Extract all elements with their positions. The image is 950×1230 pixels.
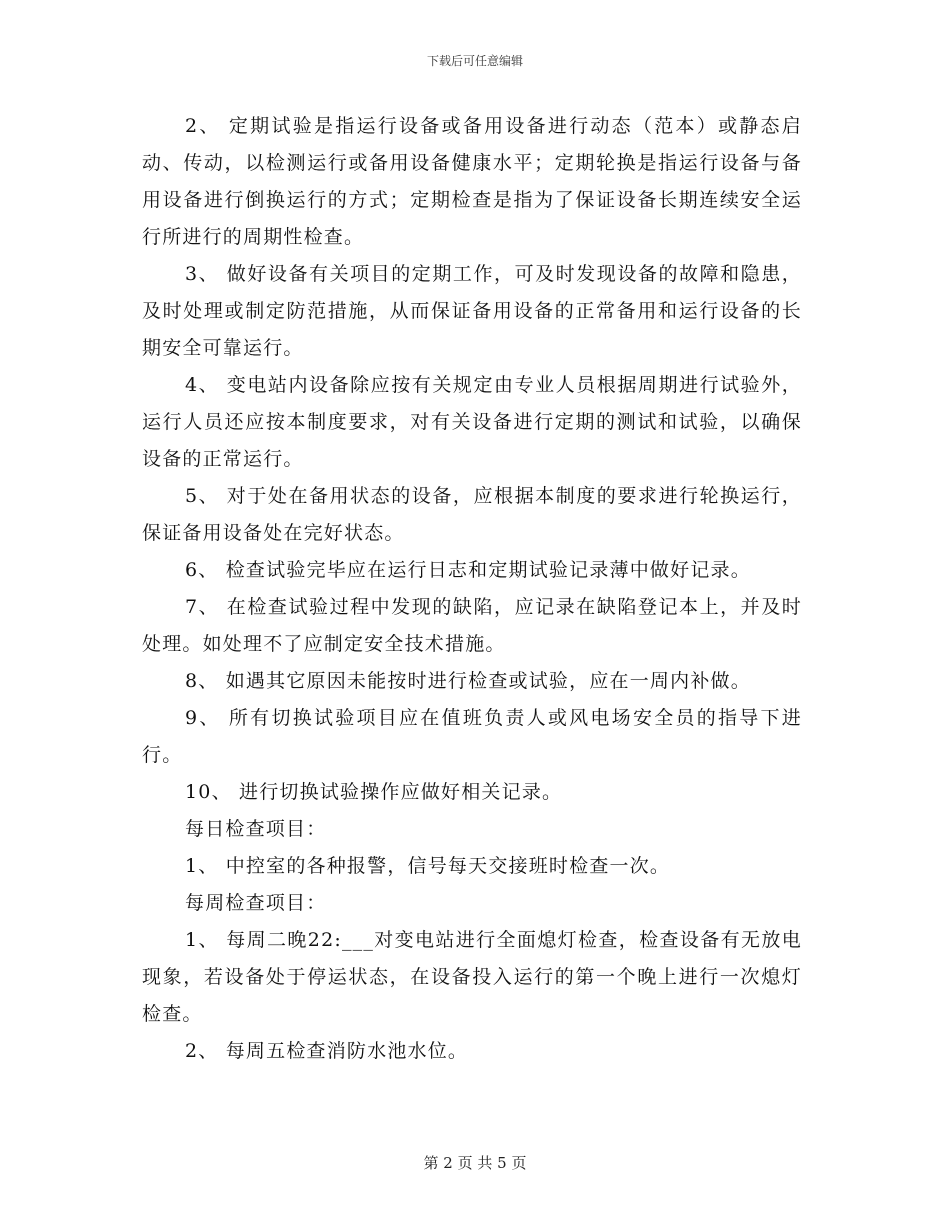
paragraph-item-9: 9、 所有切换试验项目应在值班负责人或风电场安全员的指导下进行。 [142, 707, 802, 766]
paragraph-item-8: 8、 如遇其它原因未能按时进行检查或试验，应在一周内补做。 [185, 670, 751, 692]
weekly-item-2: 2、 每周五检查消防水池水位。 [185, 1040, 469, 1062]
section-heading-daily: 每日检查项目： [185, 818, 327, 840]
paragraph-item-5: 5、 对于处在备用状态的设备，应根据本制度的要求进行轮换运行，保证备用设备处在完好状态。 [142, 485, 802, 544]
page-footer: 第 2 页 共 5 页 [423, 1154, 527, 1172]
daily-item-1: 1、 中控室的各种报警，信号每天交接班时检查一次。 [185, 855, 671, 877]
paragraph-item-2: 2、 定期试验是指运行设备或备用设备进行动态（范本）或静态启动、传动，以检测运行或备用设备健康水平；定期轮换是指运行设备与备用设备进行倒换运行的方式；定期检查是指为了保证设备长期连续安全运行所进行的周期性检查。 [142, 115, 802, 248]
weekly-item-1: 1、 每周二晚22:___对变电站进行全面熄灯检查，检查设备有无放电现象，若设备处于停运状态，在设备投入运行的第一个晚上进行一次熄灯检查。 [142, 929, 802, 1025]
section-heading-weekly: 每周检查项目： [185, 892, 327, 914]
paragraph-item-7: 7、 在检查试验过程中发现的缺陷，应记录在缺陷登记本上，并及时处理。如处理不了应制定安全技术措施。 [142, 596, 802, 655]
paragraph-item-10: 10、 进行切换试验操作应做好相关记录。 [185, 781, 563, 803]
document-body [142, 108, 802, 1070]
page-header: 下载后可任意编辑 [426, 54, 523, 68]
paragraph-item-6: 6、 检查试验完毕应在运行日志和定期试验记录薄中做好记录。 [185, 559, 751, 581]
paragraph-item-4: 4、 变电站内设备除应按有关规定由专业人员根据周期进行试验外，运行人员还应按本制度要求，对有关设备进行定期的测试和试验，以确保设备的正常运行。 [142, 374, 802, 470]
paragraph-item-3: 3、 做好设备有关项目的定期工作，可及时发现设备的故障和隐患，及时处理或制定防范措施，从而保证备用设备的正常备用和运行设备的长期安全可靠运行。 [142, 263, 802, 359]
